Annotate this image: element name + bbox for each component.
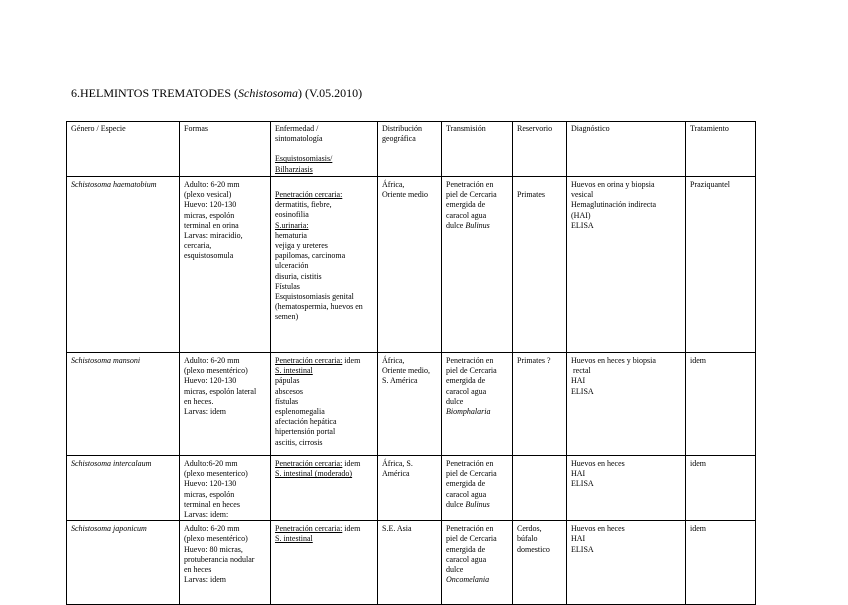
cell-transmision: Penetración en piel de Cercaria emergida de caracol agua dulce Oncomelania — [442, 521, 513, 605]
header-distribucion: Distribución geográfica — [378, 122, 442, 177]
cell-enfermedad: Penetración cercaria: idem S. intestinal pápulas abscesos fístulas esplenomegalia afectación hepática hipertensión portal ascitis, cirrosis — [271, 353, 378, 456]
cell-formas: Adulto: 6-20 mm (plexo vesical) Huevo: 120-130 micras, espolón terminal en orina Larvas: miracidio, cercaria, esquistosomula — [180, 177, 271, 353]
cell-reservorio: Primates — [513, 177, 567, 353]
title-genus: Schistosoma — [238, 86, 299, 100]
cell-diagnostico: Huevos en orina y biopsia vesical Hemaglutinación indirecta (HAI) ELISA — [567, 177, 686, 353]
header-especie: Género / Especie — [67, 122, 180, 177]
header-row — [67, 122, 756, 177]
trematodes-table — [66, 121, 756, 605]
header-formas: Formas — [180, 122, 271, 177]
cell-tratamiento: idem — [686, 353, 756, 456]
cell-formas: Adulto: 6-20 mm (plexo mesentérico) Huevo: 120-130 micras, espolón lateral en heces. Larvas: idem — [180, 353, 271, 456]
cell-distribucion: África, Oriente medio, S. América — [378, 353, 442, 456]
cell-diagnostico: Huevos en heces HAI ELISA — [567, 456, 686, 521]
cell-especie: Schistosoma haematobium — [67, 177, 180, 353]
cell-tratamiento: idem — [686, 456, 756, 521]
cell-formas: Adulto: 6-20 mm (plexo mesentérico) Huevo: 80 micras, protuberancia nodular en heces Larvas: idem — [180, 521, 271, 605]
cell-especie: Schistosoma mansoni — [67, 353, 180, 456]
header-enfermedad: Enfermedad / sintomatología Esquistosomiasis/ Bilharziasis — [271, 122, 378, 177]
cell-tratamiento: idem — [686, 521, 756, 605]
cell-especie: Schistosoma japonicum — [67, 521, 180, 605]
cell-diagnostico: Huevos en heces HAI ELISA — [567, 521, 686, 605]
header-tratamiento: Tratamiento — [686, 122, 756, 177]
cell-enfermedad: Penetración cercaria: dermatitis, fiebre, eosinofilia S.urinaria: hematuria vejiga y ureteres papilomas, carcinoma ulceración disuria, cistitis Fístulas Esquistosomiasis genital (hematospermia, huevos en semen) — [271, 177, 378, 353]
cell-transmision: Penetración en piel de Cercaria emergida de caracol agua dulce Bulinus — [442, 177, 513, 353]
cell-formas: Adulto:6-20 mm (plexo mesenterico) Huevo: 120-130 micras, espolón terminal en heces Larvas: idem: — [180, 456, 271, 521]
cell-enfermedad: Penetración cercaria: idem S. intestinal — [271, 521, 378, 605]
cell-diagnostico: Huevos en heces y biopsia rectal HAI ELISA — [567, 353, 686, 456]
cell-tratamiento: Praziquantel — [686, 177, 756, 353]
table-row — [67, 353, 756, 456]
cell-reservorio: Cerdos, búfalo domestico — [513, 521, 567, 605]
cell-reservorio — [513, 456, 567, 521]
title-suffix: ) (V.05.2010) — [298, 86, 363, 100]
table-row — [67, 521, 756, 605]
cell-especie: Schistosoma intercalaum — [67, 456, 180, 521]
cell-reservorio: Primates ? — [513, 353, 567, 456]
document-title — [71, 86, 362, 101]
header-transmision: Transmisión — [442, 122, 513, 177]
cell-distribucion: África, S. América — [378, 456, 442, 521]
cell-transmision: Penetración en piel de Cercaria emergida de caracol agua dulce Bulinus — [442, 456, 513, 521]
cell-enfermedad: Penetración cercaria: idem S. intestinal (moderado) — [271, 456, 378, 521]
cell-distribucion: África, Oriente medio — [378, 177, 442, 353]
table-row — [67, 456, 756, 521]
cell-transmision: Penetración en piel de Cercaria emergida de caracol agua dulce Biomphalaria — [442, 353, 513, 456]
header-reservorio: Reservorio — [513, 122, 567, 177]
title-prefix: 6.HELMINTOS TREMATODES ( — [71, 86, 239, 100]
cell-distribucion: S.E. Asia — [378, 521, 442, 605]
header-diagnostico: Diagnóstico — [567, 122, 686, 177]
table-row — [67, 177, 756, 353]
